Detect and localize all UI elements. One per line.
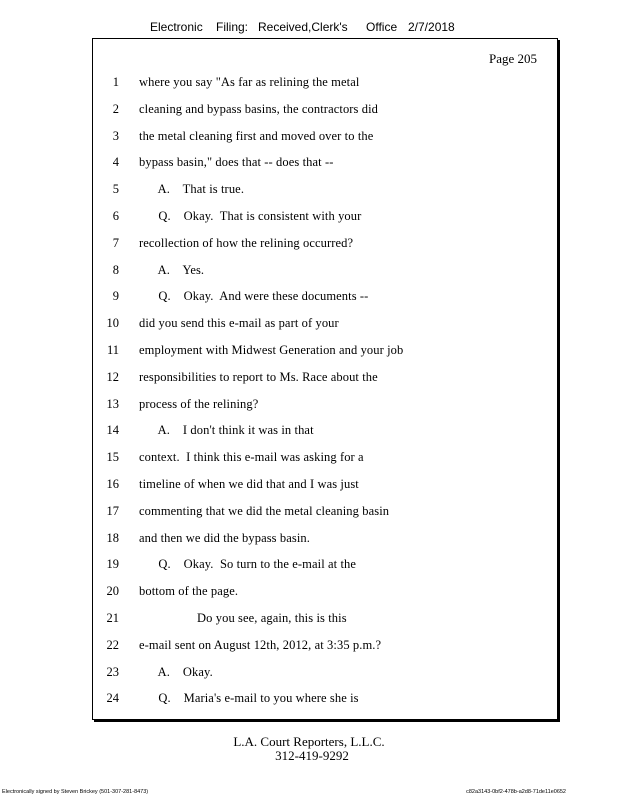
line-number: 5: [112, 182, 119, 197]
line-number: 14: [106, 423, 119, 438]
transcript-line: [93, 584, 557, 600]
transcript-line: [93, 289, 557, 305]
line-number: 23: [106, 664, 119, 679]
line-number: 6: [112, 209, 119, 223]
line-text: where you say "As far as relining the metal: [139, 75, 360, 89]
transcript-line: [93, 423, 557, 439]
transcript-line: [93, 691, 557, 707]
line-number: 12: [106, 369, 119, 384]
transcript-line: [93, 343, 557, 359]
page-number: Page 205: [488, 51, 537, 66]
line-number: 17: [106, 503, 119, 518]
line-text: bottom of the page.: [139, 584, 239, 599]
line-text: Q. Okay. So turn to the e-mail at the: [139, 557, 357, 572]
filing-label: Filing:: [216, 20, 249, 34]
filing-received: Received,Clerk's: [258, 20, 348, 34]
transcript-line: [93, 557, 557, 573]
transcript-line: [93, 102, 557, 118]
line-number: 24: [106, 691, 119, 706]
line-text: recollection of how the relining occurred?: [139, 235, 354, 250]
line-number: 21: [106, 611, 119, 625]
transcript-line: [93, 370, 557, 386]
filing-date: 2/7/2018: [408, 20, 455, 34]
line-text: bypass basin," does that -- does that --: [139, 155, 334, 170]
line-text: and then we did the bypass basin.: [139, 530, 310, 545]
filing-office: Office: [366, 20, 398, 34]
footer-phone: 312-419-9292: [275, 748, 349, 763]
line-text: process of the relining?: [139, 396, 259, 411]
footer-company: L.A. Court Reporters, L.L.C.: [233, 734, 385, 749]
line-number: 2: [112, 101, 119, 116]
transcript-line: [93, 155, 557, 171]
line-text: commenting that we did the metal cleaning basin: [139, 503, 390, 518]
line-number: 3: [112, 128, 119, 143]
line-number: 19: [106, 557, 119, 572]
line-text: A. That is true.: [139, 182, 245, 197]
transcript-line: [93, 450, 557, 466]
line-text: the metal cleaning first and moved over to the: [139, 128, 374, 143]
line-number: 1: [112, 75, 119, 89]
signature-left: Electronically signed by Steven Brickey (501-307-281-8473): [2, 789, 149, 795]
filing-electronic: Electronic: [150, 20, 203, 34]
line-text: responsibilities to report to Ms. Race about the: [139, 369, 378, 384]
line-text: Q. Okay. And were these documents --: [139, 289, 369, 304]
line-number: 11: [106, 343, 119, 357]
transcript-line: [93, 504, 557, 520]
line-text: A. I don't think it was in that: [139, 423, 314, 438]
line-text: timeline of when we did that and I was just: [139, 477, 359, 491]
transcript-line: [93, 477, 557, 493]
transcript-line: [93, 397, 557, 413]
signature-right: c82a3143-0bf2-478b-a2d8-71de11e0652: [466, 789, 566, 795]
transcript-page: [92, 38, 558, 720]
line-text: A. Okay.: [139, 664, 213, 679]
line-number: 9: [112, 289, 119, 304]
line-number: 20: [106, 584, 119, 599]
transcript-line: [93, 638, 557, 654]
transcript-line: [93, 531, 557, 547]
line-text: Do you see, again, this is this: [139, 611, 347, 625]
line-number: 18: [106, 530, 119, 545]
transcript-line: [93, 236, 557, 252]
transcript-line: [93, 316, 557, 332]
line-number: 10: [106, 316, 119, 331]
transcript-line: [93, 129, 557, 145]
line-text: cleaning and bypass basins, the contractors did: [139, 101, 379, 116]
line-number: 4: [112, 155, 119, 170]
line-number: 8: [112, 262, 119, 277]
transcript-line: [93, 263, 557, 279]
line-text: e-mail sent on August 12th, 2012, at 3:35 p.m.?: [139, 637, 382, 652]
line-text: A. Yes.: [139, 262, 205, 277]
transcript-line: [93, 75, 557, 91]
transcript-line: [93, 209, 557, 225]
line-number: 13: [106, 396, 119, 411]
line-number: 22: [106, 637, 119, 652]
line-number: 16: [106, 477, 119, 491]
line-number: 7: [112, 235, 119, 250]
line-text: did you send this e-mail as part of your: [139, 316, 339, 331]
line-text: Q. Okay. That is consistent with your: [139, 209, 362, 223]
line-text: employment with Midwest Generation and your job: [139, 343, 404, 357]
line-number: 15: [106, 450, 119, 465]
line-text: context. I think this e-mail was asking for a: [139, 450, 364, 465]
line-text: Q. Maria's e-mail to you where she is: [139, 691, 359, 706]
transcript-line: [93, 665, 557, 681]
transcript-line: [93, 611, 557, 627]
transcript-line: [93, 182, 557, 198]
